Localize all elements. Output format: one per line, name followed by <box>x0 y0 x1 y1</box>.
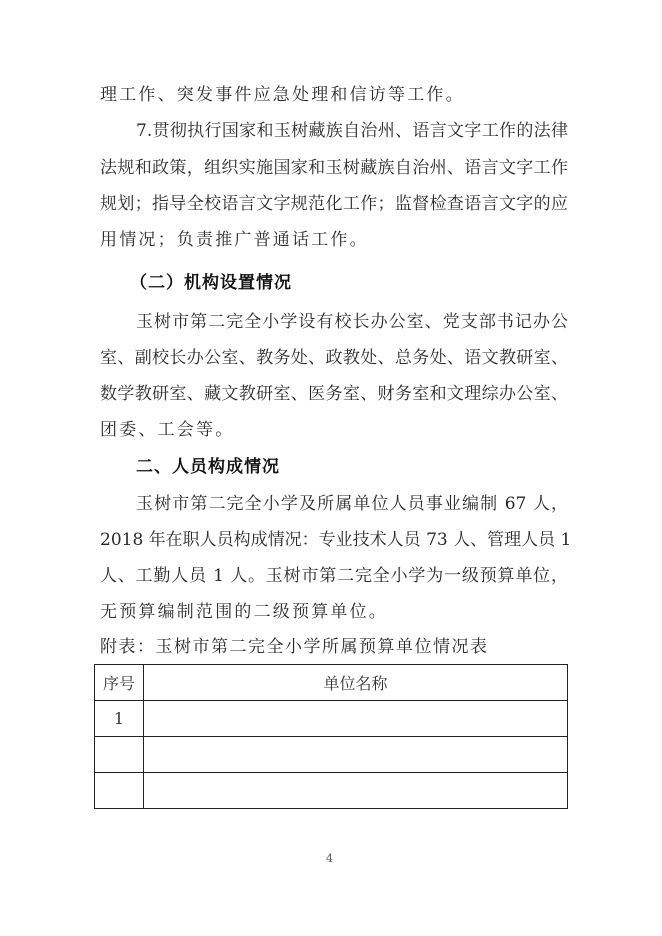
page-number: 4 <box>326 852 333 865</box>
org-line-3: 数学教研室、藏文教研室、医务室、财务室和文理综办公室、 <box>100 384 568 404</box>
budget-units-table <box>94 664 568 809</box>
staff-line-1: 玉树市第二完全小学及所属单位人员事业编制 67 人， <box>136 494 568 514</box>
item-7-line-3: 规划；指导全校语言文字规范化工作；监督检查语言文字的应 <box>100 194 568 214</box>
body-text-line: 理工作、突发事件应急处理和信访等工作。 <box>100 85 465 105</box>
item-7-line-2: 法规和政策，组织实施国家和玉树藏族自治州、语言文字工作 <box>100 158 568 178</box>
header-unit-name: 单位名称 <box>144 665 568 701</box>
org-line-2: 室、副校长办公室、教务处、政教处、总务处、语文教研室、 <box>100 348 568 368</box>
staff-line-2: 2018 年在职人员构成情况：专业技术人员 73 人、管理人员 1 <box>100 530 572 550</box>
cell-unit-name <box>144 701 568 737</box>
cell-serial-number: 1 <box>95 701 144 737</box>
cell-serial-number <box>95 737 144 773</box>
cell-unit-name <box>144 773 568 809</box>
cell-unit-name <box>144 737 568 773</box>
section-heading-staff: 二、人员构成情况 <box>136 457 280 477</box>
header-serial-number: 序号 <box>95 665 144 701</box>
staff-line-4: 无预算编制范围的二级预算单位。 <box>100 602 388 622</box>
cell-serial-number <box>95 773 144 809</box>
item-7-line-4: 用情况；负责推广普通话工作。 <box>100 230 369 250</box>
table-row <box>95 737 568 773</box>
table-row <box>95 701 568 737</box>
item-7-line-1: 7.贯彻执行国家和玉树藏族自治州、语言文字工作的法律 <box>136 121 568 141</box>
org-line-4: 团委、工会等。 <box>100 420 235 440</box>
table-row <box>95 773 568 809</box>
section-heading-org: （二）机构设置情况 <box>130 273 292 293</box>
org-line-1: 玉树市第二完全小学设有校长办公室、党支部书记办公 <box>136 312 568 332</box>
table-header-row <box>95 665 568 701</box>
appendix-caption: 附表：玉树市第二完全小学所属预算单位情况表 <box>100 637 489 657</box>
staff-line-3: 人、工勤人员 1 人。玉树市第二完全小学为一级预算单位， <box>100 566 568 586</box>
